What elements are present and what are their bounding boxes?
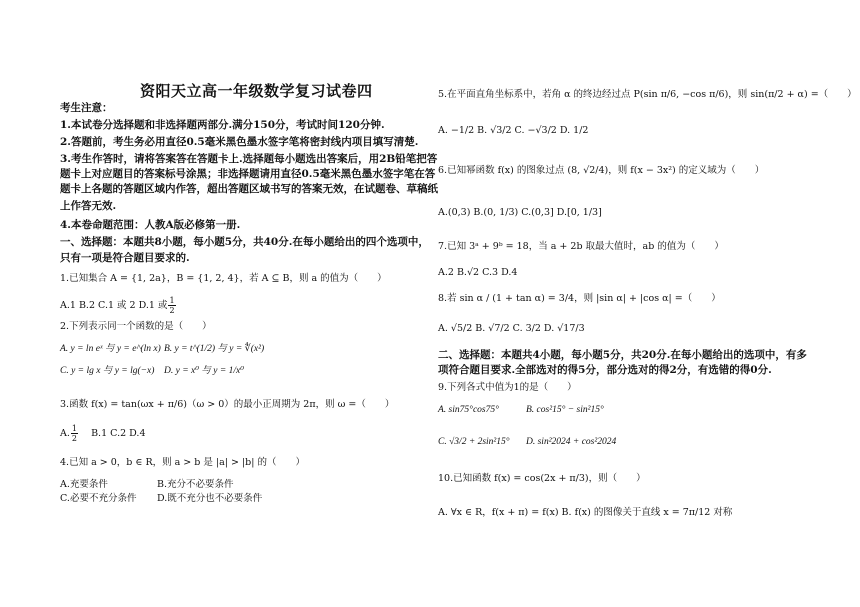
question-8-stem: 8.若 sin α / (1 + tan α) = 3/4，则 |sin α| + |cos α| =（ ） bbox=[438, 293, 721, 304]
notice-item: 题卡上对应题目的答案标号涂黑；非选择题请用直径0.5毫米黑色墨水签字笔在答 bbox=[60, 168, 436, 180]
question-2-option-a: A. y = ln eˣ 与 y = e^(ln x) bbox=[60, 344, 161, 354]
question-6-stem: 6.已知幂函数 f(x) 的图象过点 (8, √2/4)，则 f(x − 3x²) 的定义域为（ ） bbox=[438, 165, 765, 176]
question-2-option-c: C. y = lg x 与 y = lg(−x) bbox=[60, 366, 155, 376]
notice-item: 2.答题前，考生务必用直径0.5毫米黑色墨水签字笔将密封线内项目填写清楚. bbox=[60, 136, 419, 148]
question-9-option-c: C. √3/2 + 2sin²15° bbox=[438, 437, 510, 447]
notice-item: 4.本卷命题范围：人教A版必修第一册. bbox=[60, 219, 241, 231]
question-4-option-a: A.充要条件 bbox=[60, 479, 108, 490]
question-2-option-b: B. y = t^(1/2) 与 y = ∜(x²) bbox=[164, 344, 265, 354]
question-1-stem: 1.已知集合 A = {1, 2a}，B = {1, 2, 4}，若 A ⊆ B，则 a 的值为（ ） bbox=[60, 273, 387, 284]
fraction-one-half: $\frac{1}{2}$ bbox=[169, 296, 175, 315]
question-4-option-d: D.既不充分也不必要条件 bbox=[157, 493, 263, 504]
question-3-options bbox=[60, 424, 146, 443]
question-7-options: A.2 B.√2 C.3 D.4 bbox=[438, 267, 518, 278]
question-4-option-c: C.必要不充分条件 bbox=[60, 493, 137, 504]
section1-heading-cont: 只有一项是符合题目要求的. bbox=[60, 252, 190, 264]
question-1-options-text: A.1 B.2 C.1 或 2 D.1 或 bbox=[60, 300, 168, 311]
question-3-option-a-label: A. bbox=[60, 428, 70, 439]
section1-heading: 一、选择题：本题共8小题，每小题5分，共40分.在每小题给出的四个选项中， bbox=[60, 236, 429, 248]
notice-item: 3.考生作答时，请将答案答在答题卡上.选择题每小题选出答案后，用2B铅笔把答 bbox=[60, 153, 438, 165]
question-9-option-a: A. sin75°cos75° bbox=[438, 405, 499, 415]
notice-item: 题卡上各题的答题区域内作答，超出答题区域书写的答案无效，在试题卷、草稿纸 bbox=[60, 183, 438, 195]
question-7-stem: 7.已知 3ᵃ + 9ᵇ = 18，当 a + 2b 取最大值时，ab 的值为（ ） bbox=[438, 241, 724, 252]
notice-item: 上作答无效. bbox=[60, 200, 117, 212]
question-2-stem: 2.下列表示同一个函数的是（ ） bbox=[60, 321, 212, 332]
notice-item: 1.本试卷分选择题和非选择题两部分.满分150分，考试时间120分钟. bbox=[60, 119, 385, 131]
question-5-options: A. −1/2 B. √3/2 C. −√3/2 D. 1/2 bbox=[438, 125, 589, 136]
question-3-options-text: B.1 C.2 D.4 bbox=[91, 428, 146, 439]
section2-heading: 二、选择题：本题共4小题，每小题5分，共20分.在每小题给出的选项中，有多 bbox=[438, 349, 807, 361]
question-4-stem: 4.已知 a > 0，b ∈ R，则 a > b 是 |a| > |b| 的（ ） bbox=[60, 457, 305, 468]
question-9-stem: 9.下列各式中值为1的是（ ） bbox=[438, 382, 577, 393]
question-2-option-d: D. y = x⁰ 与 y = 1/x⁰ bbox=[164, 366, 245, 376]
question-10-stem: 10.已知函数 f(x) = cos(2x + π/3)，则（ ） bbox=[438, 473, 646, 484]
question-8-options: A. √5/2 B. √7/2 C. 3/2 D. √17/3 bbox=[438, 323, 585, 334]
page-title: 资阳天立高一年级数学复习试卷四 bbox=[140, 82, 373, 100]
section2-heading-cont: 项符合题目要求.全部选对的得5分，部分选对的得2分，有选错的得0分. bbox=[438, 364, 772, 376]
notice-heading: 考生注意： bbox=[60, 102, 113, 114]
question-10-options: A. ∀x ∈ R，f(x + π) = f(x) B. f(x) 的图像关于直线 x = 7π/12 对称 bbox=[438, 507, 733, 518]
question-9-option-d: D. sin²2024 + cos²2024 bbox=[526, 437, 617, 447]
question-4-option-b: B.充分不必要条件 bbox=[157, 479, 234, 490]
question-9-option-b: B. cos²15° − sin²15° bbox=[526, 405, 604, 415]
question-6-options: A.(0,3) B.(0, 1/3) C.(0,3] D.[0, 1/3] bbox=[438, 207, 602, 218]
question-5-stem: 5.在平面直角坐标系中，若角 α 的终边经过点 P(sin π/6, −cos π/6)，则 sin(π/2 + α) =（ ） bbox=[438, 89, 857, 100]
fraction-one-half: $\frac{1}{2}$ bbox=[71, 424, 77, 443]
question-1-options bbox=[60, 296, 177, 315]
question-3-stem: 3.函数 f(x) = tan(ωx + π/6)（ω > 0）的最小正周期为 2π，则 ω =（ ） bbox=[60, 399, 395, 410]
